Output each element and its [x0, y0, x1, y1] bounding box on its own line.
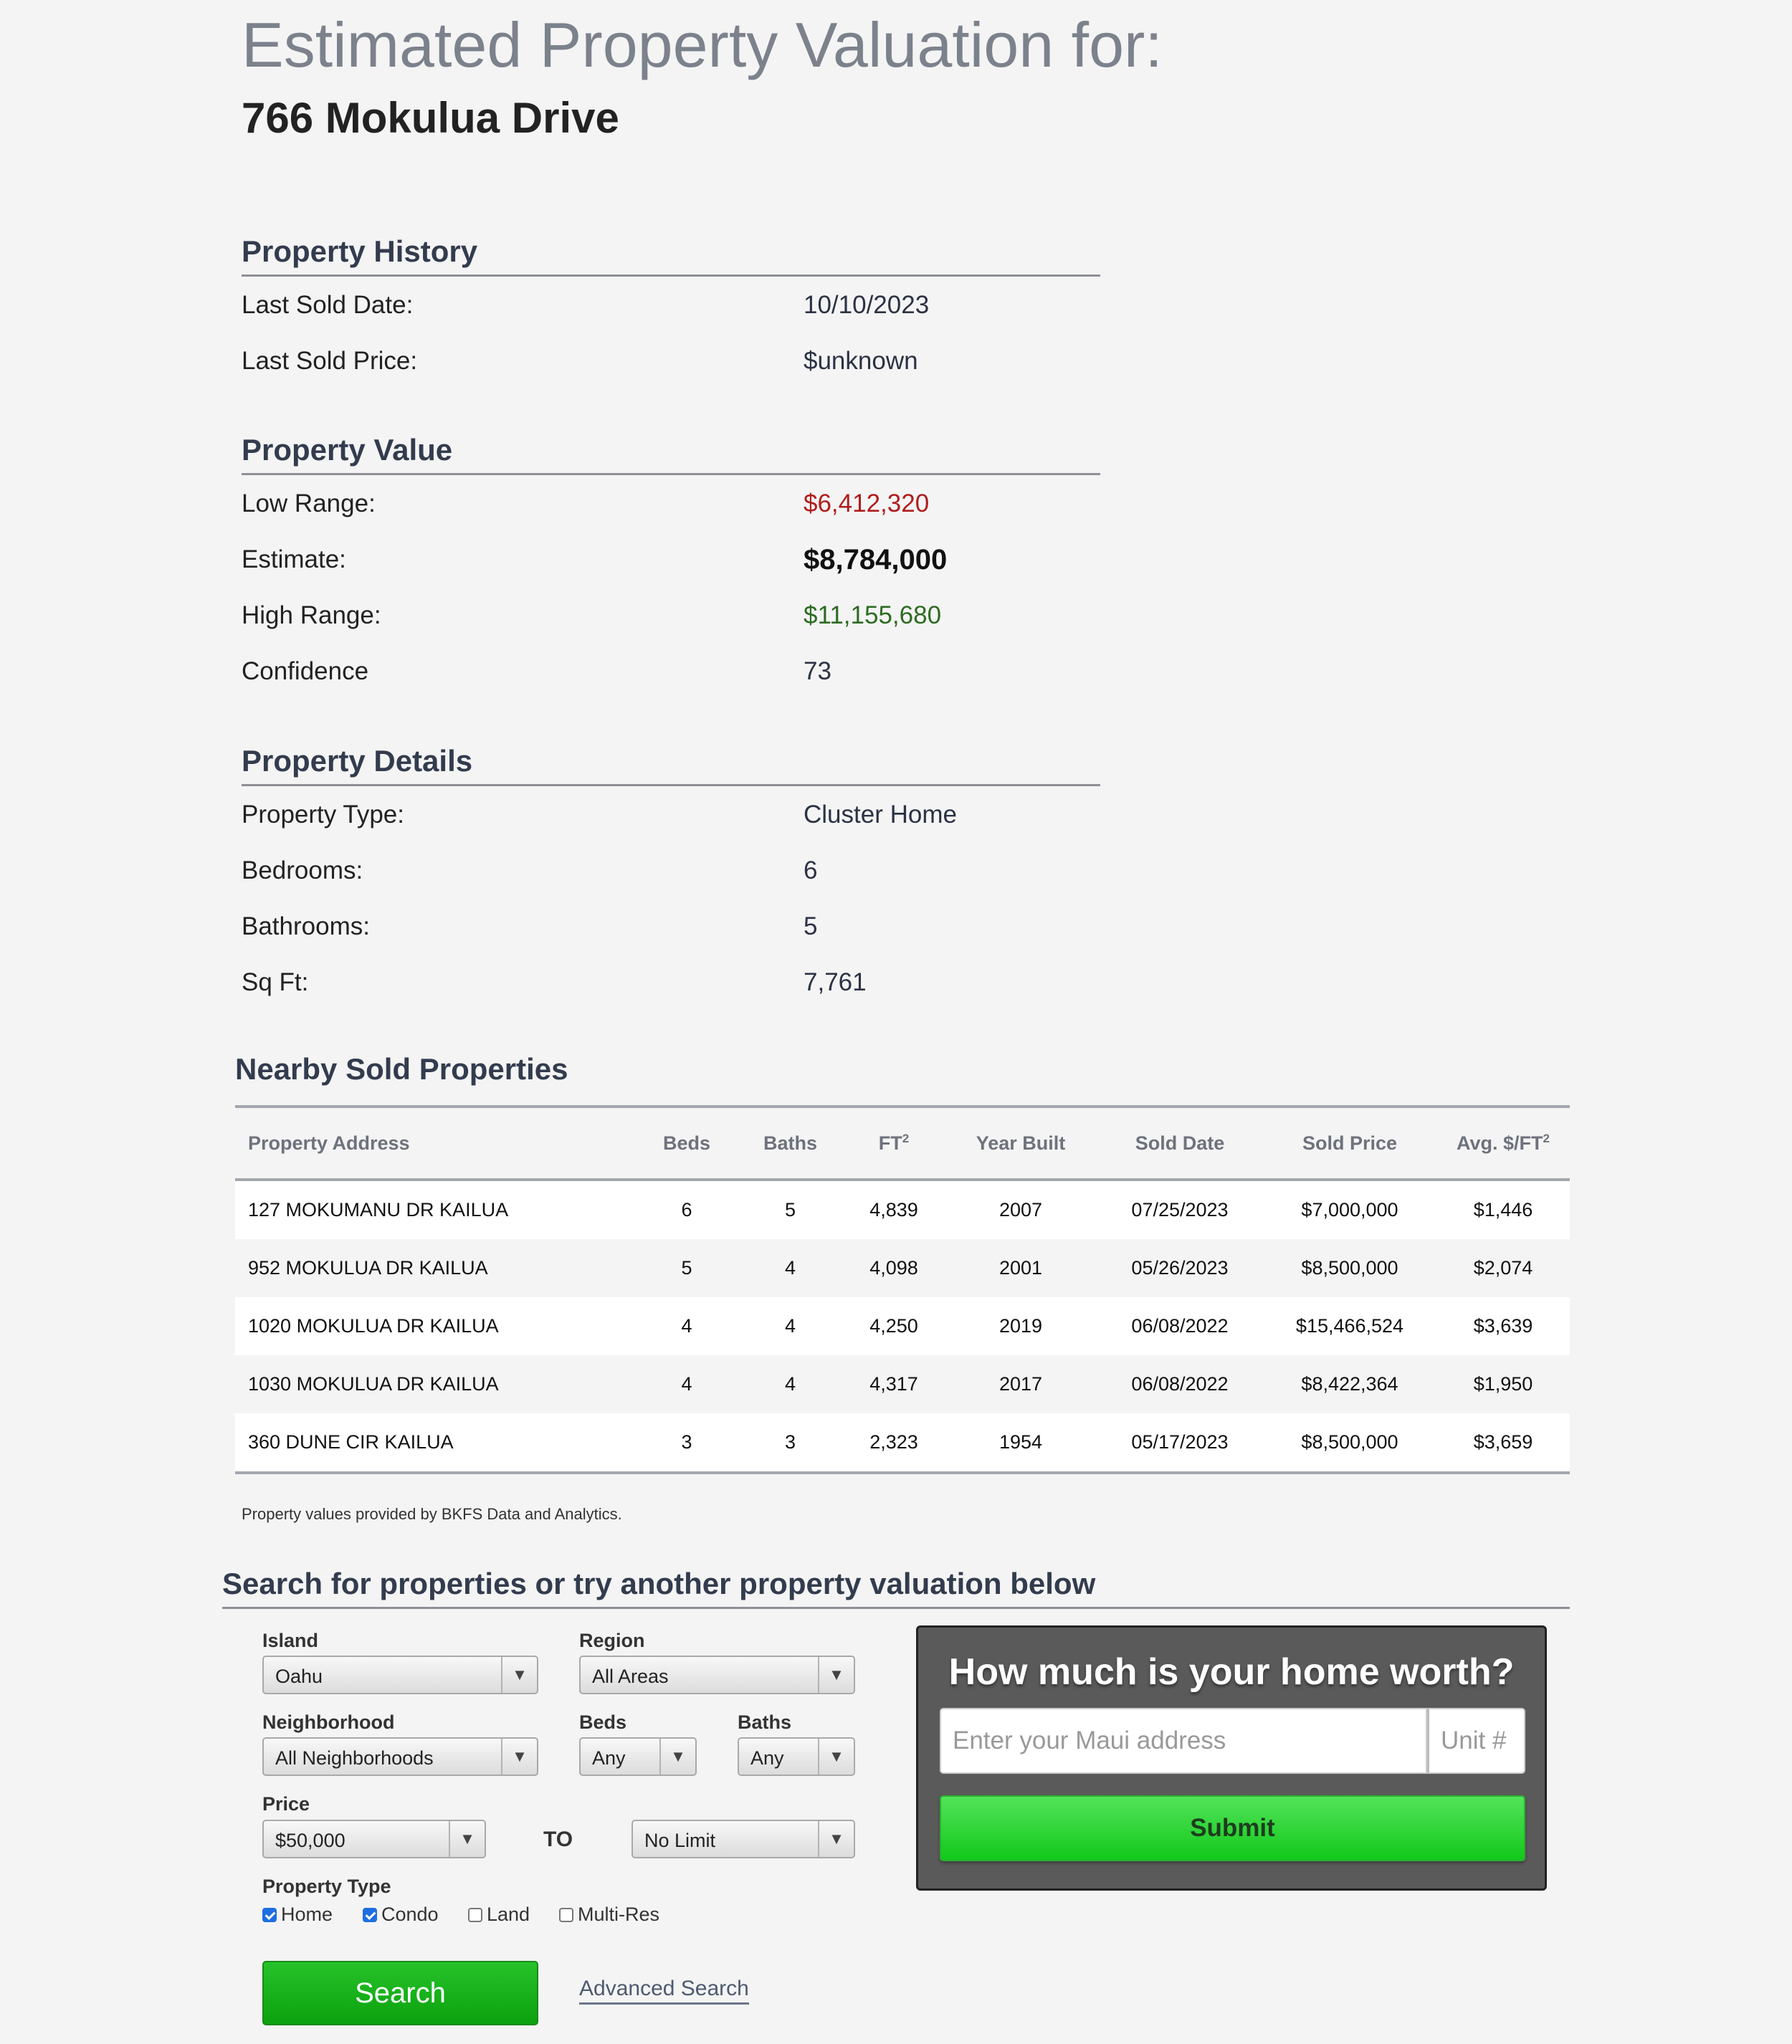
col-ft-sup: 2: [902, 1132, 910, 1145]
cell-baths: 4: [738, 1355, 843, 1413]
beds-label: Beds: [579, 1711, 627, 1733]
detail-label: Property Type:: [242, 801, 404, 828]
cell-year: 2017: [945, 1355, 1097, 1413]
cell-address: 952 MOKULUA DR KAILUA: [235, 1239, 636, 1297]
unit-input[interactable]: Unit #: [1427, 1708, 1525, 1774]
island-select-value: Oahu: [275, 1666, 323, 1687]
checkbox-label: Land: [487, 1904, 530, 1925]
detail-row: [242, 643, 1100, 699]
checkbox-label: Multi-Res: [578, 1904, 660, 1925]
neighborhood-select-value: All Neighborhoods: [275, 1747, 434, 1769]
col-year: Year Built: [945, 1107, 1097, 1180]
low-range-value: $6,412,320: [804, 489, 930, 517]
section-heading: Property Value: [242, 431, 1100, 475]
cell-baths: 5: [738, 1180, 843, 1239]
property-address: 766 Mokulua Drive: [242, 94, 619, 142]
price-label: Price: [262, 1793, 310, 1815]
detail-row: [242, 842, 1100, 898]
region-label: Region: [579, 1630, 645, 1651]
col-avg-label: Avg. $/FT: [1457, 1132, 1543, 1154]
table-row[interactable]: [235, 1355, 1570, 1413]
region-select[interactable]: [579, 1656, 855, 1694]
col-avg-sup: 2: [1543, 1132, 1550, 1145]
cell-ft: 4,839: [843, 1180, 945, 1239]
last-sold-price-value: $unknown: [804, 347, 918, 375]
high-range-value: $11,155,680: [804, 601, 942, 629]
cell-address: 127 MOKUMANU DR KAILUA: [235, 1180, 636, 1239]
nearby-sold-heading: Nearby Sold Properties: [235, 1052, 568, 1086]
cell-sold-date: 05/26/2023: [1097, 1239, 1263, 1297]
last-sold-date-value: 10/10/2023: [804, 291, 930, 319]
col-beds: Beds: [636, 1107, 738, 1180]
advanced-search-link[interactable]: Advanced Search: [579, 1977, 749, 2005]
checkbox-label: Home: [281, 1904, 333, 1925]
detail-row: [242, 898, 1100, 954]
region-select-value: All Areas: [592, 1666, 669, 1687]
property-type-label: Property Type: [262, 1876, 391, 1897]
beds-select[interactable]: [579, 1737, 697, 1776]
detail-row: [242, 475, 1100, 531]
price-min-value: $50,000: [275, 1830, 345, 1851]
search-button[interactable]: Search: [262, 1961, 538, 2025]
checkbox-icon[interactable]: [468, 1908, 482, 1922]
chevron-down-icon: ▼: [818, 1739, 854, 1775]
cell-avg: $1,446: [1436, 1180, 1570, 1239]
address-input[interactable]: Enter your Maui address: [940, 1708, 1427, 1774]
cell-year: 1954: [945, 1413, 1097, 1473]
checkbox-land[interactable]: [468, 1904, 530, 1926]
cell-ft: 2,323: [843, 1413, 945, 1473]
beds-select-value: Any: [592, 1747, 626, 1769]
col-ft: [843, 1107, 945, 1180]
baths-select-value: Any: [750, 1747, 784, 1769]
cell-ft: 4,250: [843, 1297, 945, 1355]
home-worth-title: How much is your home worth?: [948, 1651, 1515, 1693]
cell-sold-date: 05/17/2023: [1097, 1413, 1263, 1473]
cell-avg: $3,659: [1436, 1413, 1570, 1473]
island-select[interactable]: [262, 1656, 538, 1694]
detail-label: Last Sold Date:: [242, 291, 414, 319]
col-ft-label: FT: [878, 1132, 902, 1154]
detail-row: [242, 333, 1100, 388]
estimate-value: $8,784,000: [804, 544, 948, 576]
detail-row: [242, 587, 1100, 643]
section-heading: Property Details: [242, 742, 1100, 786]
table-header-row: [235, 1107, 1570, 1180]
chevron-down-icon: ▼: [818, 1821, 854, 1857]
cell-sold-date: 07/25/2023: [1097, 1180, 1263, 1239]
col-sold-price: Sold Price: [1263, 1107, 1436, 1180]
cell-avg: $1,950: [1436, 1355, 1570, 1413]
chevron-down-icon: ▼: [449, 1821, 485, 1857]
cell-year: 2001: [945, 1239, 1097, 1297]
cell-address: 360 DUNE CIR KAILUA: [235, 1413, 636, 1473]
col-avg: [1436, 1107, 1570, 1180]
section-heading: Property History: [242, 233, 1100, 277]
detail-label: Confidence: [242, 657, 369, 685]
price-max-select[interactable]: [632, 1820, 855, 1858]
cell-baths: 4: [738, 1239, 843, 1297]
home-worth-widget: [916, 1625, 1547, 1891]
cell-sold-price: $8,500,000: [1263, 1413, 1436, 1473]
checkbox-icon[interactable]: [262, 1908, 277, 1922]
chevron-down-icon: ▼: [659, 1739, 695, 1775]
checkbox-icon[interactable]: [559, 1908, 573, 1922]
cell-baths: 4: [738, 1297, 843, 1355]
bathrooms-value: 5: [804, 912, 818, 940]
price-to-label: TO: [543, 1828, 573, 1851]
cell-sold-price: $15,466,524: [1263, 1297, 1436, 1355]
baths-label: Baths: [738, 1711, 792, 1733]
chevron-down-icon: ▼: [818, 1657, 854, 1693]
col-sold-date: Sold Date: [1097, 1107, 1263, 1180]
detail-label: Last Sold Price:: [242, 347, 418, 375]
baths-select[interactable]: [738, 1737, 855, 1776]
cell-beds: 3: [636, 1413, 738, 1473]
cell-address: 1030 MOKULUA DR KAILUA: [235, 1355, 636, 1413]
col-baths: Baths: [738, 1107, 843, 1180]
page-title: Estimated Property Valuation for:: [242, 9, 1163, 80]
detail-label: High Range:: [242, 601, 381, 629]
cell-year: 2007: [945, 1180, 1097, 1239]
submit-button[interactable]: Submit: [940, 1795, 1525, 1861]
detail-row: [242, 531, 1100, 587]
cell-sold-price: $8,422,364: [1263, 1355, 1436, 1413]
detail-row: [242, 277, 1100, 333]
col-address: Property Address: [235, 1107, 636, 1180]
chevron-down-icon: ▼: [501, 1739, 537, 1775]
sqft-value: 7,761: [804, 968, 867, 996]
checkbox-multi-res[interactable]: [559, 1904, 659, 1926]
cell-year: 2019: [945, 1297, 1097, 1355]
cell-sold-date: 06/08/2022: [1097, 1297, 1263, 1355]
cell-beds: 4: [636, 1297, 738, 1355]
detail-label: Bathrooms:: [242, 912, 370, 940]
cell-avg: $2,074: [1436, 1239, 1570, 1297]
checkbox-icon[interactable]: [363, 1908, 377, 1922]
table-row[interactable]: [235, 1180, 1570, 1239]
cell-sold-price: $8,500,000: [1263, 1239, 1436, 1297]
checkbox-condo[interactable]: [363, 1904, 439, 1926]
property-details-section: [242, 742, 1100, 1010]
checkbox-label: Condo: [381, 1904, 439, 1925]
detail-row: [242, 954, 1100, 1010]
price-max-value: No Limit: [644, 1830, 716, 1851]
detail-label: Bedrooms:: [242, 856, 363, 884]
cell-beds: 5: [636, 1239, 738, 1297]
detail-label: Low Range:: [242, 489, 376, 517]
island-label: Island: [262, 1630, 319, 1651]
nearby-sold-table: [235, 1105, 1570, 1474]
cell-ft: 4,317: [843, 1355, 945, 1413]
cell-baths: 3: [738, 1413, 843, 1473]
neighborhood-select[interactable]: [262, 1737, 538, 1776]
neighborhood-label: Neighborhood: [262, 1711, 395, 1733]
detail-label: Estimate:: [242, 545, 346, 573]
checkbox-home[interactable]: [262, 1904, 333, 1926]
detail-label: Sq Ft:: [242, 968, 309, 996]
property-type-value: Cluster Home: [804, 801, 957, 828]
cell-sold-date: 06/08/2022: [1097, 1355, 1263, 1413]
data-source-footnote: Property values provided by BKFS Data and Analytics.: [242, 1505, 622, 1523]
table-row[interactable]: [235, 1297, 1570, 1355]
cell-avg: $3,639: [1436, 1297, 1570, 1355]
property-value-section: [242, 431, 1100, 699]
search-heading: Search for properties or try another property valuation below: [222, 1567, 1570, 1609]
detail-row: [242, 786, 1100, 842]
cell-beds: 6: [636, 1180, 738, 1239]
property-history-section: [242, 233, 1100, 388]
cell-address: 1020 MOKULUA DR KAILUA: [235, 1297, 636, 1355]
confidence-value: 73: [804, 657, 831, 685]
cell-ft: 4,098: [843, 1239, 945, 1297]
chevron-down-icon: ▼: [501, 1657, 537, 1693]
table-row[interactable]: [235, 1239, 1570, 1297]
bedrooms-value: 6: [804, 856, 818, 884]
cell-beds: 4: [636, 1355, 738, 1413]
table-row[interactable]: [235, 1413, 1570, 1473]
cell-sold-price: $7,000,000: [1263, 1180, 1436, 1239]
price-min-select[interactable]: [262, 1820, 486, 1858]
